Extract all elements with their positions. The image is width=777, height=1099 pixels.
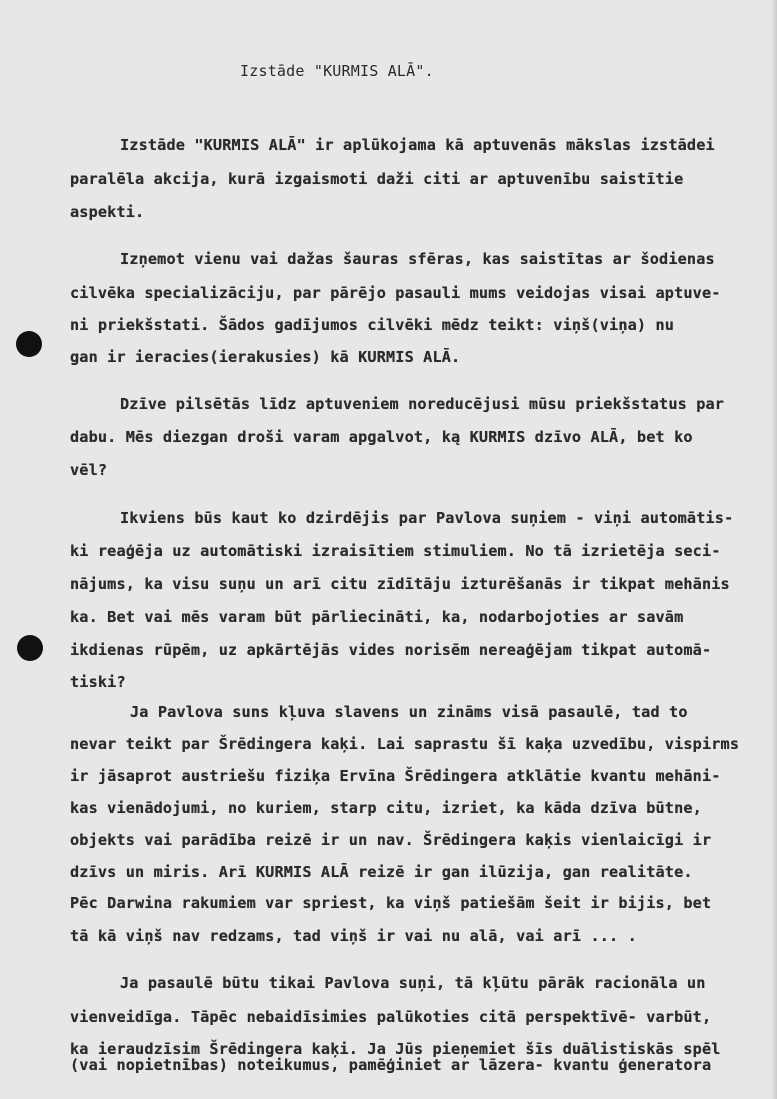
text-line: ikdienas rūpēm, uz apkārtējās vides norisēm nereaģējam tikpat automā- (70, 641, 712, 659)
text-line: Ja pasaulē būtu tikai Pavlova suņi, tā kļūtu pārāk racionāla un (120, 974, 706, 992)
text-line: kas vienādojumi, no kuriem, starp citu, izriet, ka kāda dzīva būtne, (70, 799, 702, 817)
text-line: aspekti. (70, 203, 145, 221)
punch-hole-bottom (17, 635, 43, 661)
text-line: ka ieraudzīsim Šrēdingera kaķi. Ja Jūs pieņemiet šīs duālistiskās spēl (70, 1040, 721, 1058)
text-line: Izņemot vienu vai dažas šauras sfēras, kas saistītas ar šodienas (120, 250, 715, 268)
text-line: Izstāde "KURMIS ALĀ" ir aplūkojama kā aptuvenās mākslas izstādei (120, 136, 715, 154)
text-line: vienveidīga. Tāpēc nebaidīsimies palūkoties citā perspektīvē- varbūt, (70, 1008, 712, 1026)
text-line: ki reaģēja uz automātiski izraisītiem stimuliem. No tā izrietēja seci- (70, 542, 721, 560)
text-line: Ikviens būs kaut ko dzirdējis par Pavlova suņiem - viņi automātis- (120, 509, 734, 527)
text-line: objekts vai parādība reizē ir un nav. Šrēdingera kaķis vienlaicīgi ir (70, 831, 712, 849)
text-line: Dzīve pilsētās līdz aptuveniem noreducējusi mūsu priekšstatus par (120, 395, 725, 413)
text-line: ir jāsaprot austriešu fiziķa Ervīna Šrēdingera atklātie kvantu mehāni- (70, 767, 721, 785)
text-line: tā kā viņš nav redzams, tad viņš ir vai nu alā, vai arī ... . (70, 927, 637, 945)
text-line: cilvēka specializāciju, par pārējo pasauli mums veidojas visai aptuve- (70, 284, 721, 302)
text-line: paralēla akcija, kurā izgaismoti daži citi ar aptuvenību saistītie (70, 170, 684, 188)
text-line: (vai nopietnības) noteikumus, pamēģiniet ar lāzera- kvantu ģeneratora (70, 1056, 712, 1074)
text-line: ni priekšstati. Šādos gadījumos cilvēki mēdz teikt: viņš(viņa) nu (70, 316, 675, 334)
document-title: Izstāde "KURMIS ALĀ". (240, 62, 434, 80)
text-line: dabu. Mēs diezgan droši varam apgalvot, ką KURMIS dzīvo ALĀ, bet ko (70, 428, 693, 446)
text-line: nevar teikt par Šrēdingera kaķi. Lai saprastu šī kaķa uzvedību, vispirms (70, 735, 740, 753)
text-line: tiski? (70, 673, 126, 691)
text-line: Pēc Darwina rakumiem var spriest, ka viņš patiešām šeit ir bijis, bet (70, 894, 712, 912)
text-line: nājums, ka visu suņu un arī citu zīdītāju izturēšanās ir tikpat mehānis (70, 575, 730, 593)
text-line: vēl? (70, 461, 108, 479)
text-line: ka. Bet vai mēs varam būt pārliecināti, ka, nodarbojoties ar savām (70, 608, 684, 626)
text-line: gan ir ieracies(ierakusies) kā KURMIS ALĀ. (70, 348, 461, 366)
punch-hole-top (16, 331, 42, 357)
text-line: Ja Pavlova suns kļuva slavens un zināms visā pasaulē, tad to (130, 703, 688, 721)
text-line: dzīvs un miris. Arī KURMIS ALĀ reizē ir gan ilūzija, gan realitāte. (70, 863, 693, 881)
